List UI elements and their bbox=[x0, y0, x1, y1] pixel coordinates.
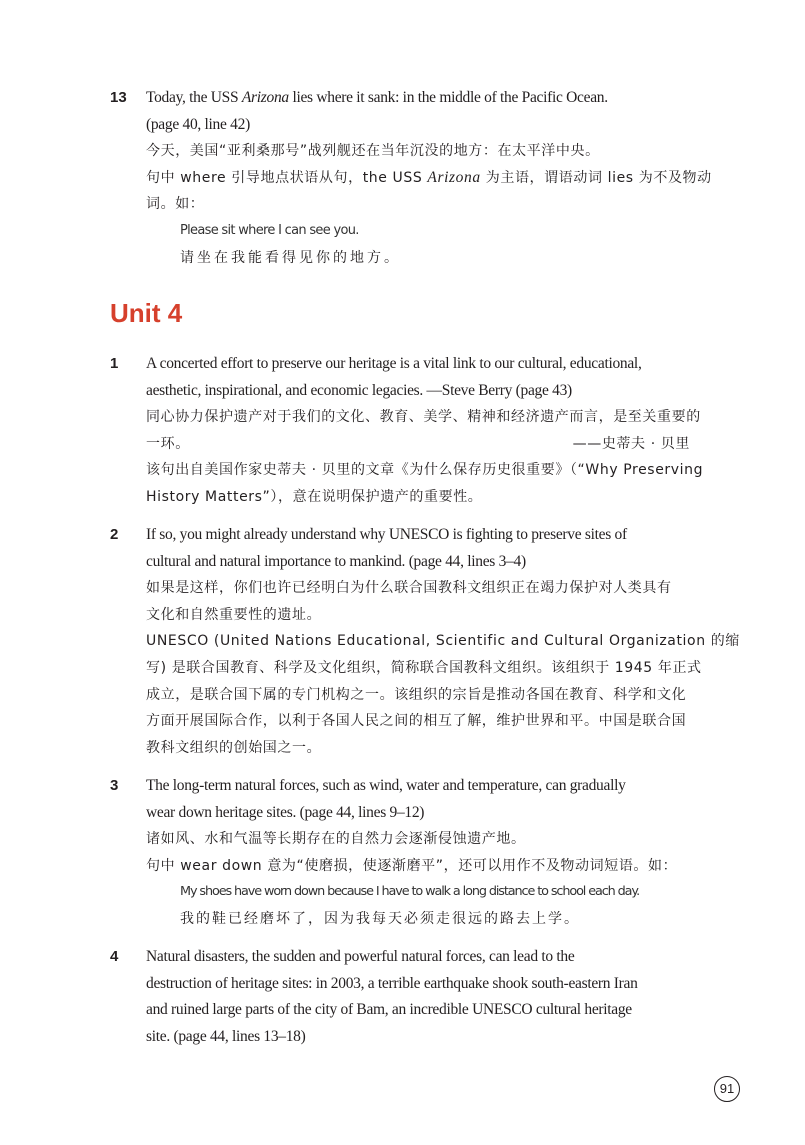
page-number-badge: 91 bbox=[714, 1076, 740, 1102]
item-number: 2 bbox=[110, 526, 119, 543]
item-number: 4 bbox=[110, 948, 119, 965]
quote-line: aesthetic, inspirational, and economic legacies. —Steve Berry (page 43) bbox=[146, 381, 572, 399]
source-sentence: The long-term natural forces, such as wind, water and temperature, can gradually bbox=[146, 777, 626, 794]
note-item-13 bbox=[110, 85, 712, 271]
source-sentence: cultural and natural importance to mankind. (page 44, lines 3–4) bbox=[146, 552, 526, 570]
grammar-note bbox=[146, 165, 712, 192]
text: lies where it sank: in the middle of the Pacific Ocean. bbox=[288, 89, 608, 106]
note: History Matters”），意在说明保护遗产的重要性。 bbox=[146, 488, 483, 505]
note: UNESCO (United Nations Educational, Scientific and Cultural Organization 的缩 bbox=[146, 633, 740, 650]
source-sentence: site. (page 44, lines 13–18) bbox=[146, 1027, 306, 1045]
note: 句中 wear down 意为“使磨损，使逐渐磨平”，还可以用作不及物动词短语。如： bbox=[146, 857, 678, 874]
translation: 文化和自然重要性的遗址。 bbox=[146, 606, 322, 623]
note-item-3 bbox=[110, 773, 690, 933]
translation: 今天，美国“亚利桑那号”战列舰还在当年沉没的地方：在太平洋中央。 bbox=[146, 143, 600, 160]
quote-line: A concerted effort to preserve our heritage is a vital link to our cultural, educational, bbox=[146, 355, 642, 372]
translation: 如果是这样，你们也许已经明白为什么联合国教科文组织正在竭力保护对人类具有 bbox=[146, 580, 672, 597]
item-number: 1 bbox=[110, 355, 119, 372]
example-english: Please sit where I can see you. bbox=[180, 222, 359, 238]
text: 为主语，谓语动词 lies 为不及物动 bbox=[480, 169, 712, 186]
ship-name: Arizona bbox=[241, 89, 289, 106]
example-chinese: 请坐在我能看得见你的地方。 bbox=[180, 249, 401, 266]
page-reference: (page 40, line 42) bbox=[146, 115, 250, 133]
source-sentence: destruction of heritage sites: in 2003, a terrible earthquake shook south-eastern Iran bbox=[146, 974, 638, 992]
attribution: ——史蒂夫 · 贝里 bbox=[572, 435, 690, 452]
source-sentence: If so, you might already understand why UNESCO is fighting to preserve sites of bbox=[146, 526, 627, 543]
example-chinese: 我的鞋已经磨坏了，因为我每天必须走很远的路去上学。 bbox=[180, 910, 580, 927]
note-item-2 bbox=[110, 522, 740, 761]
note-item-1 bbox=[110, 351, 704, 511]
note: 方面开展国际合作，以利于各国人民之间的相互了解，维护世界和平。中国是联合国 bbox=[146, 713, 687, 730]
example-english: My shoes have worn down because I have to walk a long distance to school each day. bbox=[180, 884, 640, 900]
item-number: 13 bbox=[110, 89, 127, 106]
grammar-note-cont: 词。如： bbox=[146, 196, 205, 213]
source-sentence: wear down heritage sites. (page 44, lines 9–12) bbox=[146, 803, 425, 821]
note: 写) 是联合国教育、科学及文化组织，简称联合国教科文组织。该组织于 1945 年正式 bbox=[146, 659, 702, 676]
translation-attribution bbox=[146, 431, 690, 458]
source-sentence: and ruined large parts of the city of Bam, an incredible UNESCO cultural heritage bbox=[146, 1001, 632, 1019]
item-number: 3 bbox=[110, 777, 119, 794]
text: 一环。 bbox=[146, 435, 190, 452]
ship-name: Arizona bbox=[427, 168, 481, 186]
text: Today, the USS bbox=[146, 89, 242, 106]
note-item-4 bbox=[110, 944, 690, 1050]
note: 教科文组织的创始国之一。 bbox=[146, 739, 322, 756]
source-sentence bbox=[146, 85, 690, 112]
translation: 同心协力保护遗产对于我们的文化、教育、美学、精神和经济遗产而言，是至关重要的 bbox=[146, 409, 701, 426]
note: 成立，是联合国下属的专门机构之一。该组织的宗旨是推动各国在教育、科学和文化 bbox=[146, 686, 687, 703]
source-sentence: Natural disasters, the sudden and powerful natural forces, can lead to the bbox=[146, 948, 575, 965]
translation: 诸如风、水和气温等长期存在的自然力会逐渐侵蚀遗产地。 bbox=[146, 831, 526, 848]
text: 句中 where 引导地点状语从句，the USS bbox=[146, 169, 428, 186]
unit-heading: Unit 4 bbox=[110, 298, 183, 328]
note: 该句出自美国作家史蒂夫 · 贝里的文章《为什么保存历史很重要》（“Why Preserving bbox=[146, 462, 704, 479]
